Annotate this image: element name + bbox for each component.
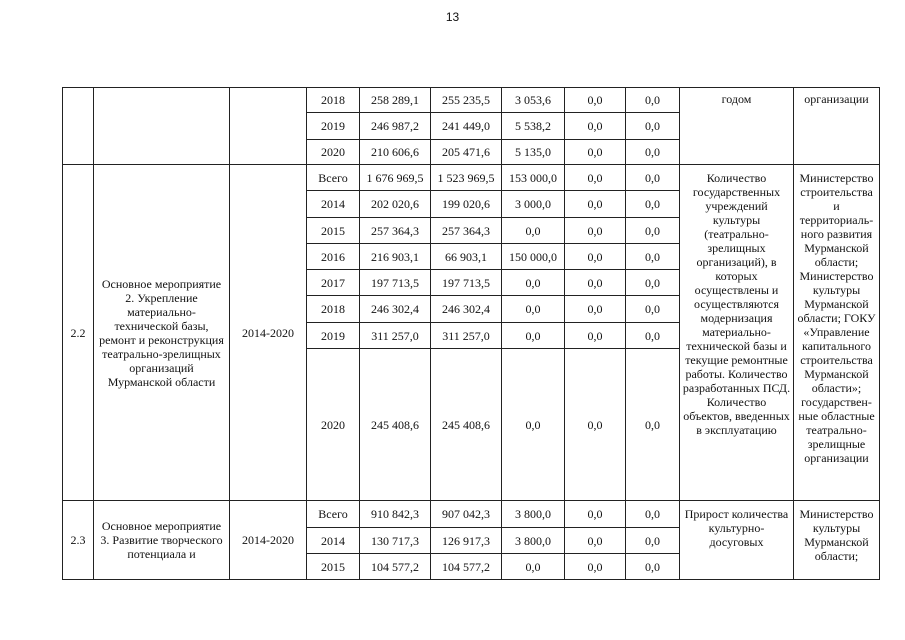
federal-budget-cell: 5 135,0 bbox=[502, 140, 565, 165]
year-cell: 2019 bbox=[307, 113, 360, 140]
regional-budget-cell: 245 408,6 bbox=[431, 349, 502, 501]
measure-name-cell: Основное мероприятие 2. Укрепление материально-технической базы, ремонт и реконструкция театрально-зрелищных организаций Мурманской области bbox=[94, 165, 230, 501]
regional-budget-cell: 257 364,3 bbox=[431, 218, 502, 244]
local-budget-cell: 0,0 bbox=[565, 113, 626, 140]
regional-budget-cell: 1 523 969,5 bbox=[431, 165, 502, 191]
local-budget-cell: 0,0 bbox=[565, 218, 626, 244]
other-sources-cell: 0,0 bbox=[626, 244, 680, 270]
regional-budget-cell: 255 235,5 bbox=[431, 88, 502, 113]
executor-cell: Министерство культуры Мурманской области; bbox=[794, 501, 880, 580]
federal-budget-cell: 153 000,0 bbox=[502, 165, 565, 191]
regional-budget-cell: 241 449,0 bbox=[431, 113, 502, 140]
total-cell: 104 577,2 bbox=[360, 554, 431, 580]
year-cell: 2019 bbox=[307, 323, 360, 349]
federal-budget-cell: 0,0 bbox=[502, 323, 565, 349]
other-sources-cell: 0,0 bbox=[626, 191, 680, 218]
local-budget-cell: 0,0 bbox=[565, 501, 626, 528]
federal-budget-cell: 3 800,0 bbox=[502, 501, 565, 528]
regional-budget-cell: 104 577,2 bbox=[431, 554, 502, 580]
total-cell: 246 302,4 bbox=[360, 296, 431, 323]
local-budget-cell: 0,0 bbox=[565, 296, 626, 323]
item-number-cell: 2.2 bbox=[63, 165, 94, 501]
federal-budget-cell: 5 538,2 bbox=[502, 113, 565, 140]
other-sources-cell: 0,0 bbox=[626, 165, 680, 191]
year-cell: 2020 bbox=[307, 349, 360, 501]
federal-budget-cell: 0,0 bbox=[502, 218, 565, 244]
regional-budget-cell: 311 257,0 bbox=[431, 323, 502, 349]
year-cell: Всего bbox=[307, 501, 360, 528]
indicator-cell: Количество государственных учреждений культуры (театрально-зрелищных организаций), в которых осуществлены и осуществляются модернизация материально-технической базы и текущие ремонтные работы. Количество разработанных ПСД. Количество объектов, введенных в эксплуатацию bbox=[680, 165, 794, 501]
total-cell: 197 713,5 bbox=[360, 270, 431, 296]
other-sources-cell: 0,0 bbox=[626, 140, 680, 165]
other-sources-cell: 0,0 bbox=[626, 554, 680, 580]
local-budget-cell: 0,0 bbox=[565, 323, 626, 349]
federal-budget-cell: 0,0 bbox=[502, 349, 565, 501]
year-cell: 2014 bbox=[307, 528, 360, 554]
regional-budget-cell: 197 713,5 bbox=[431, 270, 502, 296]
federal-budget-cell: 3 053,6 bbox=[502, 88, 565, 113]
indicator-cell: годом bbox=[680, 88, 794, 165]
table-body bbox=[63, 88, 880, 580]
regional-budget-cell: 246 302,4 bbox=[431, 296, 502, 323]
total-cell: 257 364,3 bbox=[360, 218, 431, 244]
page-number: 13 bbox=[445, 10, 460, 24]
item-number-cell bbox=[63, 88, 94, 165]
year-cell: 2018 bbox=[307, 296, 360, 323]
total-cell: 245 408,6 bbox=[360, 349, 431, 501]
item-number-cell: 2.3 bbox=[63, 501, 94, 580]
year-cell: 2014 bbox=[307, 191, 360, 218]
federal-budget-cell: 3 000,0 bbox=[502, 191, 565, 218]
federal-budget-cell: 0,0 bbox=[502, 270, 565, 296]
local-budget-cell: 0,0 bbox=[565, 140, 626, 165]
other-sources-cell: 0,0 bbox=[626, 528, 680, 554]
local-budget-cell: 0,0 bbox=[565, 554, 626, 580]
table-row bbox=[63, 88, 880, 113]
local-budget-cell: 0,0 bbox=[565, 165, 626, 191]
other-sources-cell: 0,0 bbox=[626, 323, 680, 349]
total-cell: 1 676 969,5 bbox=[360, 165, 431, 191]
program-table bbox=[62, 87, 880, 580]
year-cell: 2017 bbox=[307, 270, 360, 296]
executor-cell: организации bbox=[794, 88, 880, 165]
federal-budget-cell: 0,0 bbox=[502, 554, 565, 580]
table-row bbox=[63, 501, 880, 528]
local-budget-cell: 0,0 bbox=[565, 88, 626, 113]
federal-budget-cell: 150 000,0 bbox=[502, 244, 565, 270]
year-cell: Всего bbox=[307, 165, 360, 191]
total-cell: 130 717,3 bbox=[360, 528, 431, 554]
regional-budget-cell: 66 903,1 bbox=[431, 244, 502, 270]
measure-name-cell bbox=[94, 88, 230, 165]
period-cell: 2014-2020 bbox=[230, 165, 307, 501]
other-sources-cell: 0,0 bbox=[626, 270, 680, 296]
table-row bbox=[63, 165, 880, 191]
other-sources-cell: 0,0 bbox=[626, 296, 680, 323]
local-budget-cell: 0,0 bbox=[565, 244, 626, 270]
total-cell: 216 903,1 bbox=[360, 244, 431, 270]
year-cell: 2020 bbox=[307, 140, 360, 165]
other-sources-cell: 0,0 bbox=[626, 113, 680, 140]
regional-budget-cell: 126 917,3 bbox=[431, 528, 502, 554]
total-cell: 311 257,0 bbox=[360, 323, 431, 349]
total-cell: 246 987,2 bbox=[360, 113, 431, 140]
local-budget-cell: 0,0 bbox=[565, 349, 626, 501]
indicator-cell: Прирост количества культурно-досуговых bbox=[680, 501, 794, 580]
local-budget-cell: 0,0 bbox=[565, 270, 626, 296]
total-cell: 210 606,6 bbox=[360, 140, 431, 165]
regional-budget-cell: 199 020,6 bbox=[431, 191, 502, 218]
other-sources-cell: 0,0 bbox=[626, 88, 680, 113]
year-cell: 2015 bbox=[307, 554, 360, 580]
other-sources-cell: 0,0 bbox=[626, 349, 680, 501]
year-cell: 2016 bbox=[307, 244, 360, 270]
federal-budget-cell: 0,0 bbox=[502, 296, 565, 323]
federal-budget-cell: 3 800,0 bbox=[502, 528, 565, 554]
total-cell: 202 020,6 bbox=[360, 191, 431, 218]
year-cell: 2018 bbox=[307, 88, 360, 113]
other-sources-cell: 0,0 bbox=[626, 501, 680, 528]
executor-cell: Министерство строительства и территориаль-ного развития Мурманской области; Министерство культуры Мурманской области; ГОКУ «Управление капитального строительства Мурманской области»; государствен-ные областные театрально-зрелищные организации bbox=[794, 165, 880, 501]
total-cell: 910 842,3 bbox=[360, 501, 431, 528]
local-budget-cell: 0,0 bbox=[565, 528, 626, 554]
year-cell: 2015 bbox=[307, 218, 360, 244]
regional-budget-cell: 205 471,6 bbox=[431, 140, 502, 165]
other-sources-cell: 0,0 bbox=[626, 218, 680, 244]
total-cell: 258 289,1 bbox=[360, 88, 431, 113]
local-budget-cell: 0,0 bbox=[565, 191, 626, 218]
period-cell: 2014-2020 bbox=[230, 501, 307, 580]
measure-name-cell: Основное мероприятие 3. Развитие творческого потенциала и bbox=[94, 501, 230, 580]
regional-budget-cell: 907 042,3 bbox=[431, 501, 502, 528]
period-cell bbox=[230, 88, 307, 165]
